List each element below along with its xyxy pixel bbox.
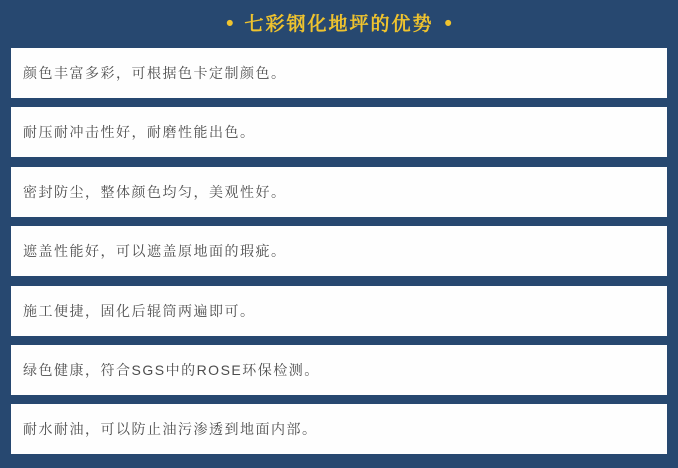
list-item: [11, 48, 667, 98]
bullet-icon: •: [444, 11, 452, 35]
advantage-text: 遮盖性能好，可以遮盖原地面的瑕疵。: [23, 243, 287, 260]
page-title: [226, 11, 452, 35]
advantage-text: 施工便捷，固化后辊筒两遍即可。: [23, 302, 256, 319]
advantage-text: 密封防尘，整体颜色均匀，美观性好。: [23, 183, 287, 200]
list-item: [11, 404, 667, 454]
advantage-list: [0, 48, 678, 454]
list-item: [11, 286, 667, 336]
advantage-text: 耐水耐油，可以防止油污渗透到地面内部。: [23, 421, 318, 438]
header: [0, 0, 678, 48]
page-title-text: 七彩钢化地坪的优势: [244, 13, 434, 35]
list-item: [11, 226, 667, 276]
list-item: [11, 345, 667, 395]
advantage-text: 绿色健康，符合SGS中的ROSE环保检测。: [23, 361, 320, 378]
advantage-text: 颜色丰富多彩，可根据色卡定制颜色。: [23, 65, 287, 81]
advantage-text: 耐压耐冲击性好，耐磨性能出色。: [23, 124, 256, 141]
list-item: [11, 167, 667, 217]
bullet-icon: •: [226, 11, 234, 35]
list-item: [11, 107, 667, 157]
